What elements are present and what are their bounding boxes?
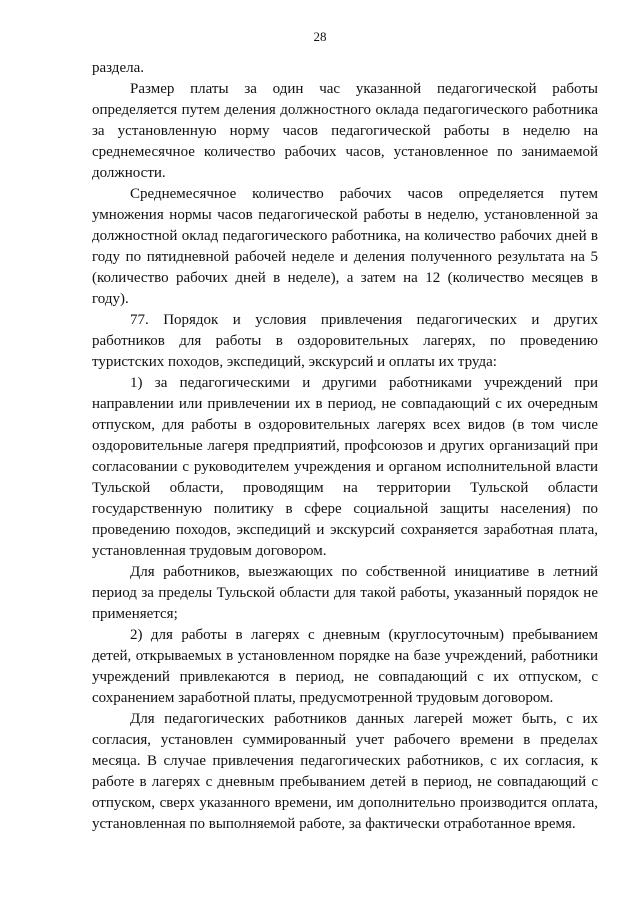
paragraph-own-initiative: Для работников, выезжающих по собственной инициативе в летний период за пределы Тульской области для такой работы, указанный порядок не применяется; bbox=[92, 564, 598, 622]
paragraph-average-hours: Среднемесячное количество рабочих часов определяется путем умножения нормы часов педагогической работы в неделю, установленной за должностной оклад педагогического работника, на количество рабочих дней в году по пятидневной рабочей неделе и деления полученного результата на 5 (количество рабочих дней в неделе), а затем на 12 (количество месяцев в году). bbox=[92, 186, 598, 307]
page-number: 28 bbox=[313, 29, 327, 44]
paragraph-subitem-2: 2) для работы в лагерях с дневным (круглосуточным) пребыванием детей, открываемых в установленном порядке на базе учреждений, работники учреждений привлекаются в период, не совпадающий с их отпуском, с сохранением заработной платы, предусмотренной трудовым договором. bbox=[92, 627, 598, 706]
paragraph-subitem-1: 1) за педагогическими и другими работниками учреждений при направлении или привлечении их в период, не совпадающий с их очередным отпуском, для работы в оздоровительных лагерях всех видов (в том числе оздоровительные лагеря предприятий, профсоюзов и других организаций при согласовании с руководителем учреждения и органом исполнительной власти Тульской области, проводящим на территории Тульской области государственную политику в сфере социальной защиты населения) по проведению походов, экспедиций и экскурсий сохраняется заработная плата, установленная трудовым договором. bbox=[92, 375, 598, 559]
paragraph-item-77: 77. Порядок и условия привлечения педагогических и других работников для работы в оздоровительных лагерях, по проведению туристских походов, экспедиций, экскурсий и оплаты их труда: bbox=[92, 312, 598, 370]
paragraph-summarized-accounting: Для педагогических работников данных лагерей может быть, с их согласия, установлен суммированный учет рабочего времени в пределах месяца. В случае привлечения педагогических работников, с их согласия, к работе в лагерях с дневным пребыванием детей в период, не совпадающий с отпуском, сверх указанного времени, им дополнительно производится оплата, установленная по выполняемой работе, за фактически отработанное время. bbox=[92, 711, 598, 832]
paragraph-continuation: раздела. bbox=[92, 60, 144, 76]
paragraph-hourly-rate: Размер платы за один час указанной педагогической работы определяется путем деления должностного оклада педагогического работника за установленную норму часов педагогической работы в неделю на среднемесячное количество рабочих часов, установленное по занимаемой должности. bbox=[92, 81, 598, 181]
document-body bbox=[92, 58, 598, 835]
